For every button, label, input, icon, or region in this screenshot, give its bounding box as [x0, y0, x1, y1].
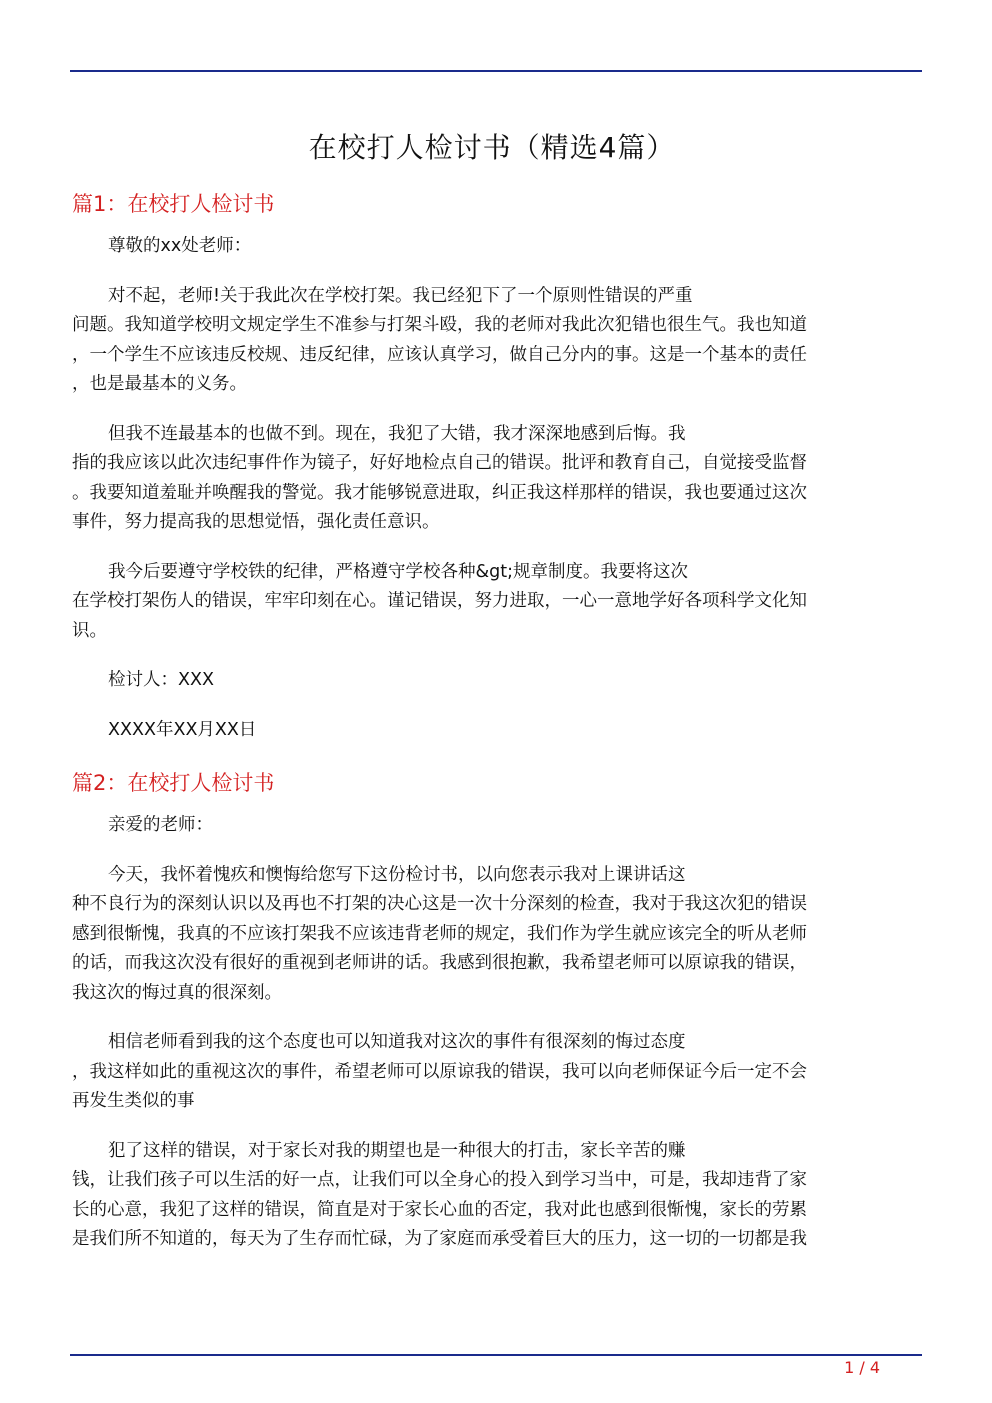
paragraph-line: 指的我应该以此次违纪事件作为镜子，好好地检点自己的错误。批评和教育自己，自觉接受监督 [72, 453, 807, 473]
paragraph-line: 在学校打架伤人的错误，牢牢印刻在心。谨记错误，努力进取，一心一意地学好各项科学文化知 [72, 591, 807, 611]
footer-rule [70, 1354, 922, 1356]
header-rule [70, 70, 922, 72]
salutation: 亲爱的老师： [108, 815, 213, 835]
paragraph [72, 1028, 912, 1117]
paragraph-line: 但我不连最基本的也做不到。现在，我犯了大错，我才深深地感到后悔。我 [108, 423, 686, 444]
paragraph [72, 1137, 912, 1255]
paragraph-line: 今天，我怀着愧疚和懊悔给您写下这份检讨书，以向您表示我对上课讲话这 [108, 864, 686, 885]
paragraph-line: 对不起，老师!关于我此次在学校打架。我已经犯下了一个原则性错误的严重 [108, 285, 693, 306]
page-number: 1 / 4 [844, 1358, 880, 1377]
salutation: 尊敬的xx处老师： [108, 236, 252, 256]
date: XXXX年XX月XX日 [108, 719, 257, 740]
signature: 检讨人：XXX [108, 670, 214, 690]
paragraph-line: 感到很惭愧，我真的不应该打架我不应该违背老师的规定，我们作为学生就应该完全的听从老师 [72, 923, 807, 944]
paragraph-line: 的话，而我这次没有很好的重视到老师讲的话。我感到很抱歉，我希望老师可以原谅我的错误， [72, 953, 807, 973]
paragraph-line: 识。 [72, 620, 107, 641]
section-title: 篇1：在校打人检讨书 [72, 192, 275, 216]
paragraph-line: 问题。我知道学校明文规定学生不准参与打架斗殴，我的老师对我此次犯错也很生气。我也知道 [72, 315, 807, 335]
paragraph-line: ，也是最基本的义务。 [72, 374, 247, 394]
document-body [72, 124, 912, 1275]
paragraph-line: ，一个学生不应该违反校规、违反纪律，应该认真学习，做自己分内的事。这是一个基本的责任 [72, 344, 807, 365]
paragraph-line: ，我这样如此的重视这次的事件，希望老师可以原谅我的错误，我可以向老师保证今后一定不会 [72, 1061, 807, 1082]
paragraph-line: 长的心意，我犯了这样的错误，简直是对于家长心血的否定，我对此也感到很惭愧，家长的劳累 [72, 1199, 807, 1220]
paragraph-line: 。我要知道羞耻并唤醒我的警觉。我才能够锐意进取，纠正我这样那样的错误，我也要通过这次 [72, 482, 807, 503]
paragraph-line: 犯了这样的错误，对于家长对我的期望也是一种很大的打击，家长辛苦的赚 [108, 1140, 686, 1161]
paragraph [72, 558, 912, 647]
paragraph-line: 再发生类似的事 [72, 1091, 195, 1111]
paragraph-line: 钱，让我们孩子可以生活的好一点，让我们可以全身心的投入到学习当中，可是，我却违背了家 [72, 1170, 807, 1190]
paragraph-line: 事件，努力提高我的思想觉悟，强化责任意识。 [72, 512, 440, 532]
paragraph-line: 是我们所不知道的，每天为了生存而忙碌，为了家庭而承受着巨大的压力，这一切的一切都是我 [72, 1229, 807, 1249]
paragraph-line: 我这次的悔过真的很深刻。 [72, 982, 282, 1003]
section-1 [72, 186, 912, 745]
section-2 [72, 765, 912, 1255]
document-title: 在校打人检讨书（精选4篇） [308, 131, 676, 164]
paragraph [72, 282, 912, 400]
paragraph-line: 我今后要遵守学校铁的纪律，严格遵守学校各种&gt;规章制度。我要将这次 [108, 561, 689, 582]
paragraph [72, 861, 912, 1009]
paragraph-line: 种不良行为的深刻认识以及再也不打架的决心这是一次十分深刻的检查，我对于我这次犯的错误 [72, 894, 807, 914]
paragraph-line: 相信老师看到我的这个态度也可以知道我对这次的事件有很深刻的悔过态度 [108, 1032, 686, 1052]
paragraph [72, 420, 912, 538]
section-title: 篇2：在校打人检讨书 [72, 771, 275, 795]
